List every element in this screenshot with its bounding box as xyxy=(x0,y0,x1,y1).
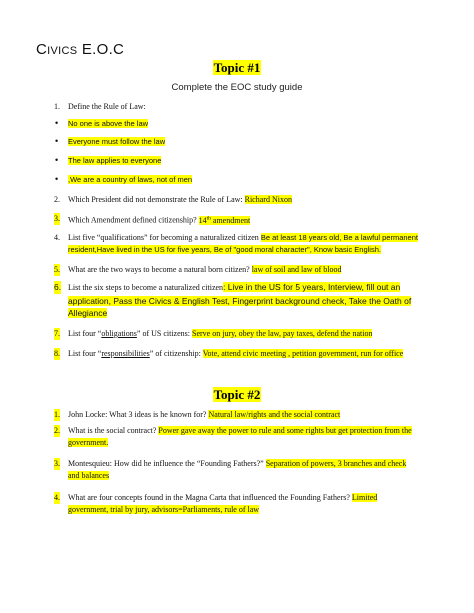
question-2: 2. Which President did not demonstrate the Rule of Law: Richard Nixon xyxy=(54,195,292,204)
topic-1-heading: Topic #1 xyxy=(213,60,261,75)
bullet-dot-icon: • xyxy=(55,118,59,128)
document-title: CIVICS E.O.C xyxy=(36,41,125,58)
bullet-item: • The law applies to everyone xyxy=(55,155,162,165)
question-1: 1. Define the Rule of Law: xyxy=(54,102,146,111)
bullet-dot-icon: • xyxy=(55,136,59,146)
topic-2-question-1: 1. John Locke: What 3 ideas is he known for? Natural law/rights and the social contract xyxy=(54,410,341,419)
topic-2-question-4: 4. What are four concepts found in the Magna Carta that influenced the Founding Fathers? Limited government, trial by jury, advisors=Parliaments, rule of law xyxy=(54,493,378,514)
question-6: 6. List the six steps to become a naturalized citizen: Live in the US for 5 years, Interview, fill out an application, Pass the Civics & English Test, Fingerprint background check, Take the Oath of Allegiance xyxy=(54,282,412,318)
question-5: 5. What are the two ways to become a natural born citizen? law of soil and law of blood xyxy=(54,265,342,274)
bullet-item: • ,We are a country of laws, not of men xyxy=(55,174,193,184)
bullet-dot-icon: • xyxy=(55,155,59,165)
question-3: 3. Which Amendment defined citizenship? 14th amendment xyxy=(54,214,251,225)
topic-2-question-3: 3. Montesquieu: How did he influence the “Founding Fathers?” Separation of powers, 3 branches and check and balances xyxy=(54,459,407,480)
topic-1-subtitle: Complete the EOC study guide xyxy=(171,82,303,93)
topic-2-heading: Topic #2 xyxy=(213,387,261,402)
question-4: 4. List five “qualifications” for becoming a naturalized citizen Be at least 18 years old, Be a lawful permanent resident,Have lived in the US for five years, Be of "good moral character", Know basic English. xyxy=(54,233,418,254)
bullet-item: • No one is above the law xyxy=(55,118,149,128)
question-7: 7. List four “obligations” of US citizens: Serve on jury, obey the law, pay taxes, defend the nation xyxy=(54,329,373,338)
question-8: 8. List four “responsibilities” of citizenship: Vote, attend civic meeting , petition government, run for office xyxy=(54,349,404,358)
bullet-item: • Everyone must follow the law xyxy=(55,136,166,146)
topic-2-question-2: 2. What is the social contract? Power gave away the power to rule and some rights but get protection from the government. xyxy=(54,426,412,447)
bullet-dot-icon: • xyxy=(55,174,59,184)
